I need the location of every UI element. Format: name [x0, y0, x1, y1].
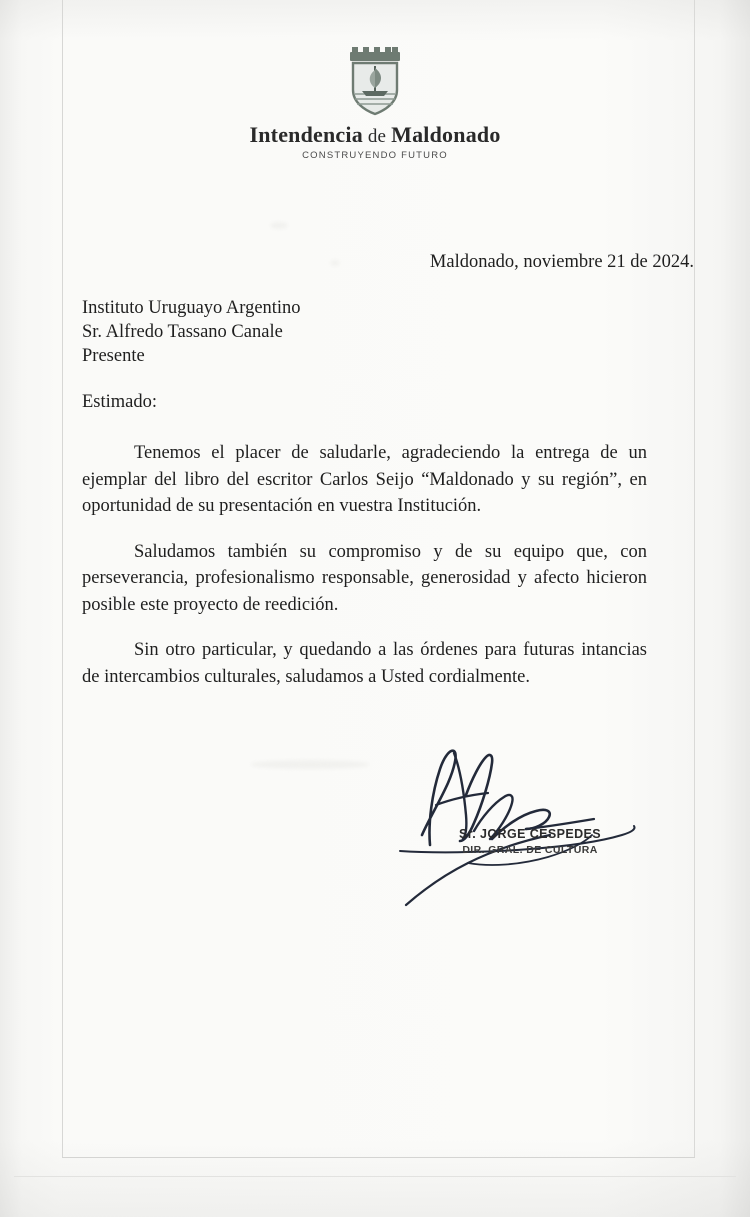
scan-artifact: [270, 222, 288, 229]
coat-of-arms-icon: [342, 44, 408, 118]
organization-tagline: CONSTRUYENDO FUTURO: [302, 150, 448, 161]
signature-block: [380, 735, 680, 935]
addressee-presente: Presente: [82, 346, 145, 366]
organization-connector: de: [362, 126, 392, 147]
body-paragraph-3: Sin otro particular, y quedando a las órdenes para futuras intancias de intercambios culturales, saludamos a Usted cordialmente.: [82, 640, 647, 687]
organization-word-2: Maldonado: [391, 122, 501, 147]
signature-name: Sr. JORGE CESPEDES: [459, 827, 601, 841]
organization-word-1: Intendencia: [249, 122, 363, 147]
scan-artifact: [250, 760, 370, 769]
page-edge-left: [62, 0, 63, 1158]
addressee-block: [82, 296, 642, 368]
addressee-person: Sr. Alfredo Tassano Canale: [82, 322, 283, 342]
letter-body: [82, 440, 647, 690]
page-edge-right: [694, 0, 695, 1158]
organization-name: [0, 122, 750, 148]
body-paragraph-1: Tenemos el placer de saludarle, agradeciendo la entrega de un ejemplar del libro del escritor Carlos Seijo “Maldonado y su región”, en oportunidad de su presentación en vuestra Institución.: [82, 443, 647, 516]
signature-title: DIR. GRAL. DE CULTURA: [462, 844, 598, 856]
body-paragraph-2: Saludamos también su compromiso y de su equipo que, con perseverancia, profesionalismo responsable, generosidad y afecto hicieron posible este proyecto de reedición.: [82, 541, 647, 615]
greeting-line: Estimado:: [82, 392, 158, 412]
addressee-institution: Instituto Uruguayo Argentino: [82, 298, 301, 318]
page-edge-bottom: [62, 1157, 695, 1158]
page-edge-bottom-outer: [14, 1176, 736, 1177]
letterhead: [0, 44, 750, 161]
date-line: Maldonado, noviembre 21 de 2024.: [429, 252, 694, 272]
